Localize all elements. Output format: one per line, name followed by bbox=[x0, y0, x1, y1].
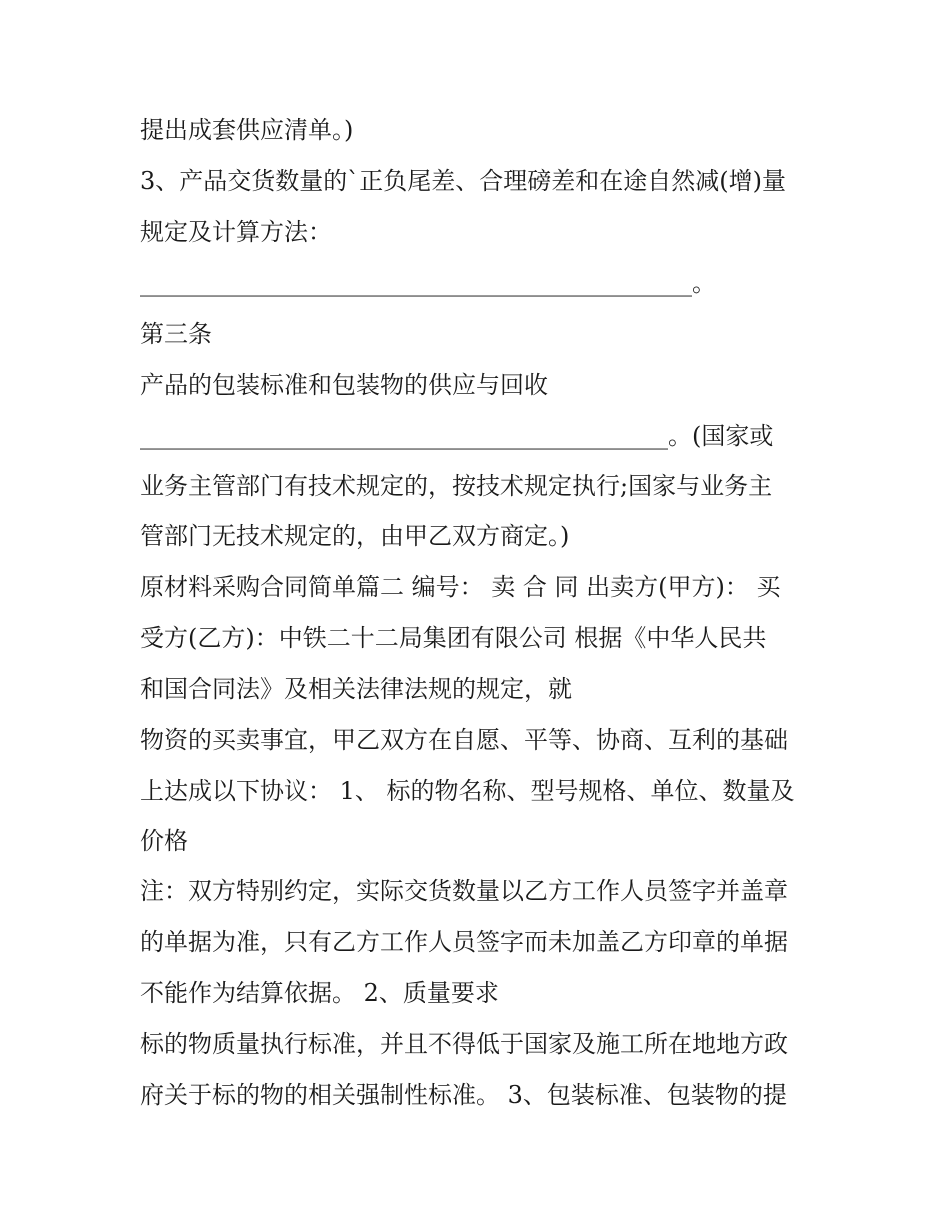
text-line: 标的物质量执行标准，并且不得低于国家及施工所在地地方政 bbox=[140, 1030, 788, 1058]
text-line: 受方(乙方)：中铁二十二局集团有限公司 根据《中华人民共 bbox=[140, 624, 767, 652]
text-line: 和国合同法》及相关法律法规的规定，就 bbox=[140, 675, 572, 703]
text-line: 的单据为准，只有乙方工作人员签字而未加盖乙方印章的单据 bbox=[140, 928, 788, 956]
blank-fill-line: ____________________________________________。(国家或 bbox=[140, 422, 774, 450]
text-line: 业务主管部门有技术规定的，按技术规定执行;国家与业务主 bbox=[140, 472, 773, 500]
section-heading: 第三条 bbox=[140, 320, 212, 348]
text-line: 上达成以下协议： 1、 标的物名称、型号规格、单位、数量及 bbox=[140, 777, 795, 805]
blank-fill-line: ______________________________________________。 bbox=[140, 269, 716, 297]
text-line: 提出成套供应清单。) bbox=[140, 116, 354, 144]
text-line: 规定及计算方法： bbox=[140, 218, 332, 246]
text-line: 价格 bbox=[140, 827, 188, 855]
text-line: 府关于标的物的相关强制性标准。 3、包装标准、包装物的提 bbox=[140, 1081, 787, 1109]
text-line: 管部门无技术规定的，由甲乙双方商定。) bbox=[140, 522, 570, 550]
text-line: 3、产品交货数量的`正负尾差、合理磅差和在途自然减(增)量 bbox=[140, 167, 786, 195]
text-line: 注：双方特别约定，实际交货数量以乙方工作人员签字并盖章 bbox=[140, 877, 788, 905]
text-line: 物资的买卖事宜，甲乙双方在自愿、平等、协商、互利的基础 bbox=[140, 726, 788, 754]
text-line: 不能作为结算依据。 2、质量要求 bbox=[140, 979, 499, 1007]
text-line: 产品的包装标准和包装物的供应与回收 bbox=[140, 371, 548, 399]
text-line: 原材料采购合同简单篇二 编号： 卖 合 同 出卖方(甲方)： 买 bbox=[140, 573, 781, 601]
